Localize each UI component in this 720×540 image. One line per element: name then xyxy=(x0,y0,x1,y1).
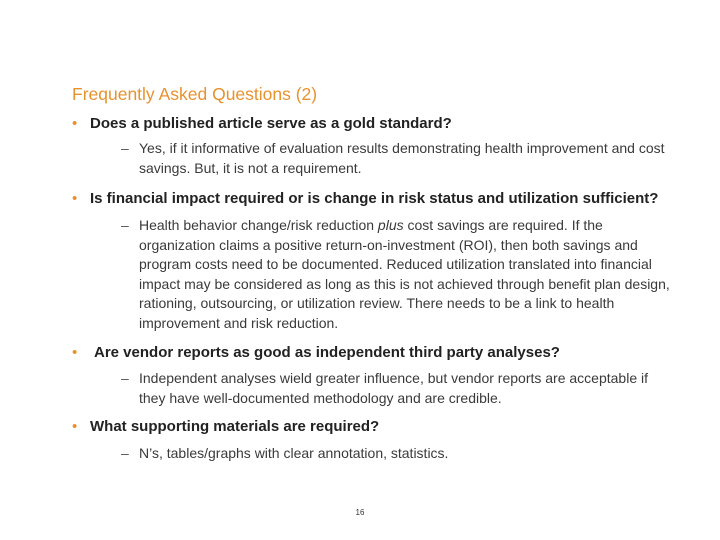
faq-answer xyxy=(121,139,672,178)
answer-text-end: cost savings are required. If the organization claims a positive return-on-investment (ROI), then both savings and program costs need to be documented. Reduced utilization translated into financial impact may be considered as long as this is not achieved through benefit plan design, rationing, outsourcing, or utilization review. There needs to be a link to health improvement and risk reduction. xyxy=(139,217,670,331)
faq-list xyxy=(72,114,672,464)
answer-text: Yes, if it informative of evaluation results demonstrating health improvement and cost savings. But, it is not a requirement. xyxy=(139,140,665,176)
question-text: What supporting materials are required? xyxy=(90,418,380,435)
answer-text: N’s, tables/graphs with clear annotation, statistics. xyxy=(139,445,449,461)
page-number: 16 xyxy=(355,508,365,517)
dash-icon: – xyxy=(121,370,129,386)
faq-question xyxy=(72,114,672,133)
faq-question xyxy=(72,189,672,208)
question-text: Does a published article serve as a gold standard? xyxy=(90,115,452,132)
bullet-icon: • xyxy=(72,190,78,207)
bullet-icon: • xyxy=(72,115,78,132)
faq-answer xyxy=(121,216,672,333)
bullet-icon: • xyxy=(72,418,78,435)
answer-text-start: Health behavior change/risk reduction xyxy=(139,217,378,233)
dash-icon: – xyxy=(121,140,129,156)
faq-answer xyxy=(121,369,672,408)
faq-question xyxy=(72,343,672,362)
faq-question xyxy=(72,417,672,436)
answer-emphasis: plus xyxy=(377,217,404,233)
question-text: Are vendor reports as good as independent third party analyses? xyxy=(94,344,560,361)
answer-text xyxy=(139,217,670,331)
question-text: Is financial impact required or is change in risk status and utilization sufficient? xyxy=(90,190,659,207)
slide-title: Frequently Asked Questions (2) xyxy=(72,84,318,104)
dash-icon: – xyxy=(121,445,129,461)
bullet-icon: • xyxy=(72,344,78,361)
faq-answer xyxy=(121,444,672,464)
answer-text: Independent analyses wield greater influence, but vendor reports are acceptable if they have well-documented methodology and are credible. xyxy=(139,370,648,406)
dash-icon: – xyxy=(121,217,129,233)
